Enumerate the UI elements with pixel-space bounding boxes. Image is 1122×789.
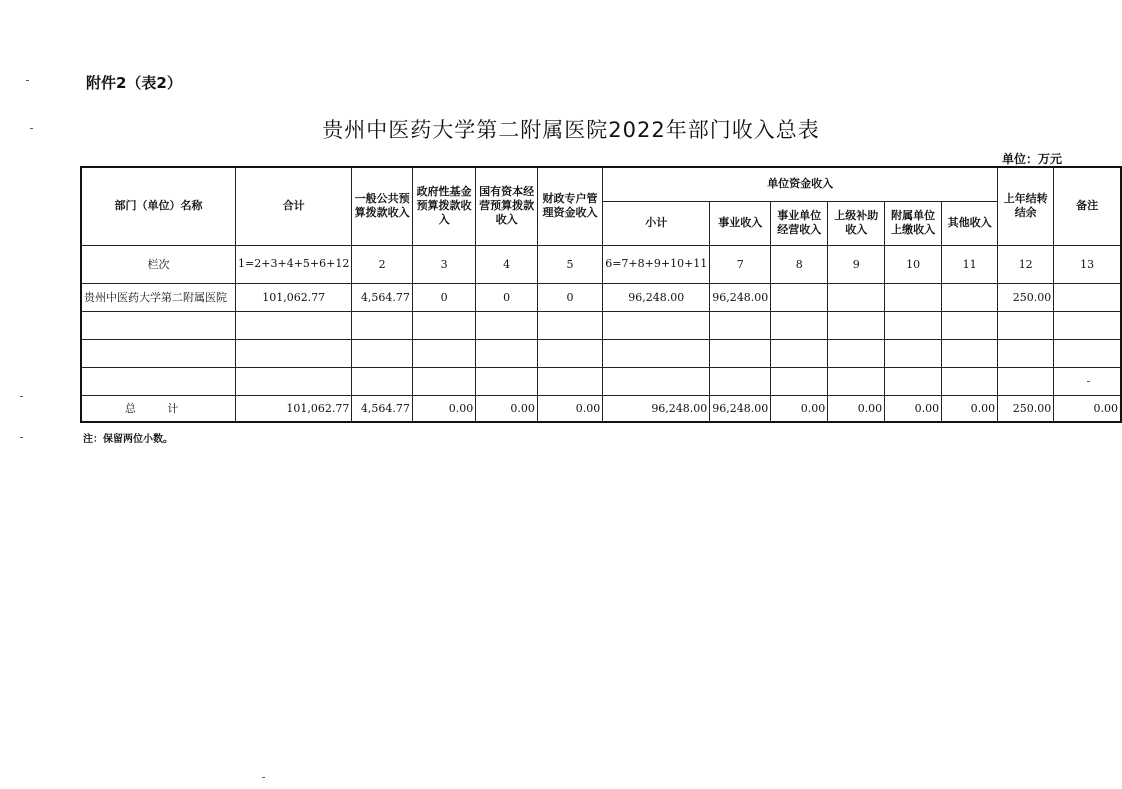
total-cell: 0.00 (771, 395, 828, 422)
header-unit-funds-group: 单位资金收入 (603, 167, 998, 201)
index-cell: 8 (771, 245, 828, 283)
total-cell: 0.00 (828, 395, 885, 422)
scan-speck (20, 437, 23, 438)
scan-speck (1087, 381, 1090, 382)
value-cell: 0 (537, 283, 602, 311)
total-cell: 4,564.77 (352, 395, 413, 422)
empty-row (81, 339, 1121, 367)
total-cell: 0.00 (537, 395, 602, 422)
value-cell (771, 283, 828, 311)
index-cell: 1=2+3+4+5+6+12 (236, 245, 352, 283)
index-cell: 13 (1054, 245, 1121, 283)
total-cell: 0.00 (476, 395, 538, 422)
header-fiscal-special: 财政专户管理资金收入 (537, 167, 602, 245)
value-cell (885, 283, 942, 311)
index-cell: 2 (352, 245, 413, 283)
value-cell (942, 283, 998, 311)
header-subtotal: 小计 (603, 201, 710, 245)
index-cell: 4 (476, 245, 538, 283)
header-row-1 (81, 167, 1121, 201)
value-cell: 0 (476, 283, 538, 311)
index-cell: 5 (537, 245, 602, 283)
value-cell: 96,248.00 (710, 283, 771, 311)
footnote: 注：保留两位小数。 (83, 434, 173, 445)
total-cell: 250.00 (998, 395, 1054, 422)
header-total: 合计 (236, 167, 352, 245)
attachment-label: 附件2（表2） (86, 74, 182, 92)
total-cell: 0.00 (885, 395, 942, 422)
scan-speck (30, 128, 33, 129)
total-cell: 0.00 (1054, 395, 1121, 422)
header-other-income: 其他收入 (942, 201, 998, 245)
income-summary-table (80, 166, 1122, 423)
unit-label: 单位：万元 (1001, 152, 1062, 166)
empty-row (81, 367, 1121, 395)
scan-speck (20, 396, 23, 397)
total-row-label: 总 计 (81, 395, 236, 422)
total-cell: 0.00 (942, 395, 998, 422)
index-cell: 7 (710, 245, 771, 283)
value-cell: 0 (412, 283, 475, 311)
index-cell: 9 (828, 245, 885, 283)
index-cell: 10 (885, 245, 942, 283)
scan-speck (26, 80, 29, 81)
value-cell (1054, 283, 1121, 311)
dept-name-cell: 贵州中医药大学第二附属医院 (81, 283, 236, 311)
header-remark: 备注 (1054, 167, 1121, 245)
index-cell: 3 (412, 245, 475, 283)
header-carryover: 上年结转结余 (998, 167, 1054, 245)
index-cell: 12 (998, 245, 1054, 283)
total-cell: 96,248.00 (603, 395, 710, 422)
empty-row (81, 311, 1121, 339)
total-cell: 96,248.00 (710, 395, 771, 422)
header-general-budget: 一般公共预算拨款收入 (352, 167, 413, 245)
header-operating-income: 事业单位经营收入 (771, 201, 828, 245)
header-gov-fund: 政府性基金预算拨款收入 (412, 167, 475, 245)
value-cell: 4,564.77 (352, 283, 413, 311)
value-cell: 250.00 (998, 283, 1054, 311)
index-row (81, 245, 1121, 283)
scan-speck (262, 777, 265, 778)
header-business-income: 事业收入 (710, 201, 771, 245)
value-cell: 96,248.00 (603, 283, 710, 311)
index-cell: 11 (942, 245, 998, 283)
header-affiliated-income: 附属单位上缴收入 (885, 201, 942, 245)
value-cell (828, 283, 885, 311)
index-row-label: 栏次 (81, 245, 236, 283)
total-cell: 101,062.77 (236, 395, 352, 422)
value-cell: 101,062.77 (236, 283, 352, 311)
header-superior-subsidy: 上级补助收入 (828, 201, 885, 245)
header-state-capital: 国有资本经营预算拨款收入 (476, 167, 538, 245)
total-cell: 0.00 (412, 395, 475, 422)
page-title: 贵州中医药大学第二附属医院2022年部门收入总表 (322, 118, 820, 142)
total-row (81, 395, 1121, 422)
table-row (81, 283, 1121, 311)
index-cell: 6=7+8+9+10+11 (603, 245, 710, 283)
header-dept-name: 部门（单位）名称 (81, 167, 236, 245)
